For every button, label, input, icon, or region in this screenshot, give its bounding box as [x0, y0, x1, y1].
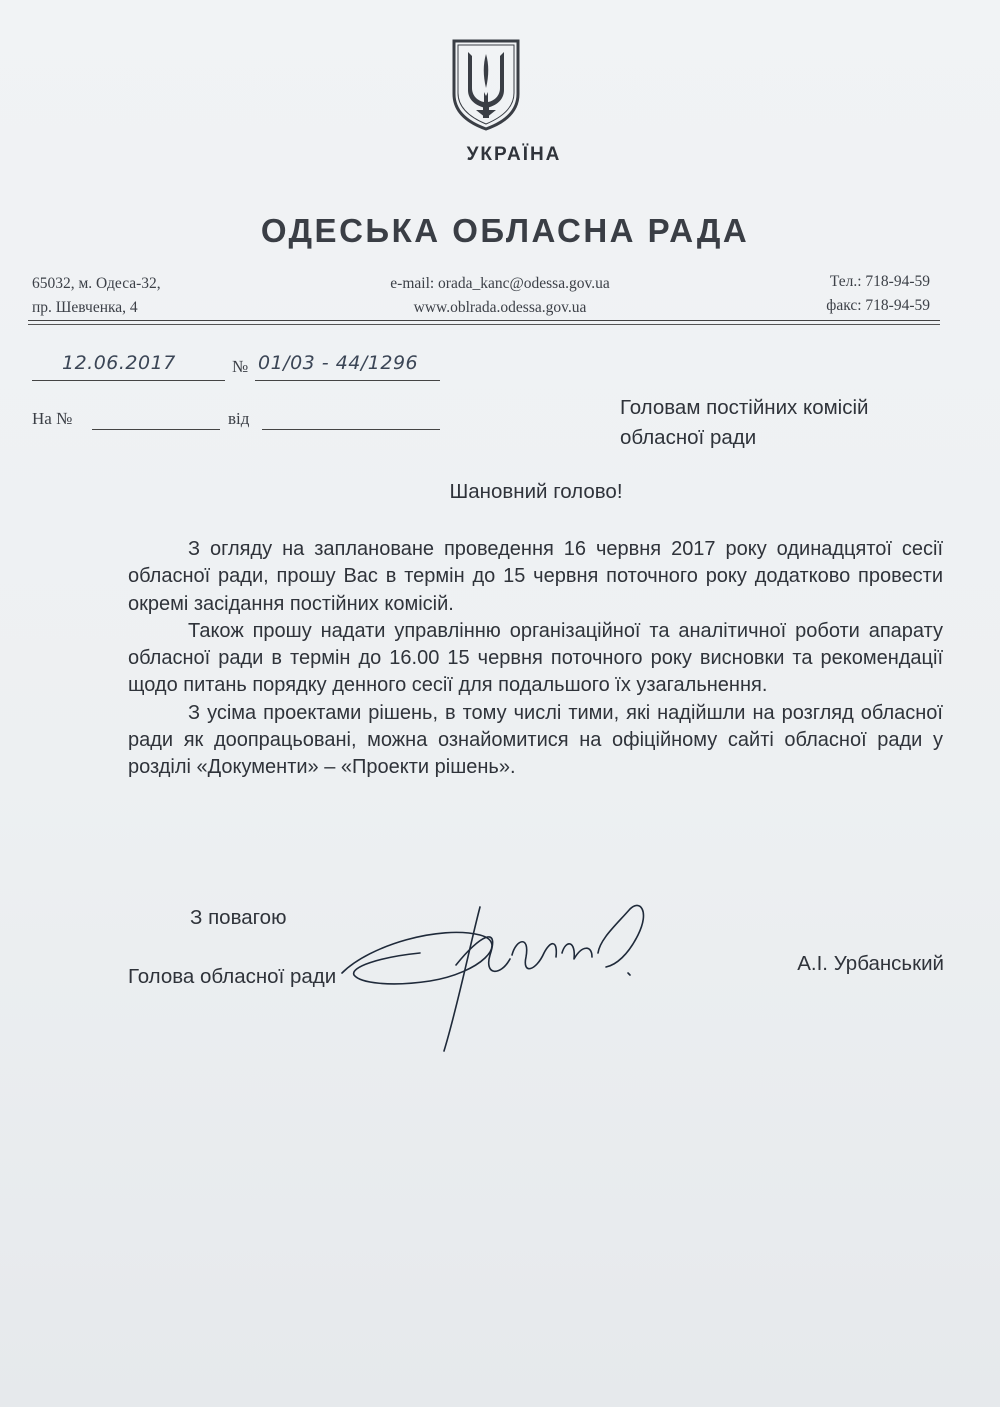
addressee-line-2: обласної ради — [620, 426, 757, 449]
phone-text: Тел.: 718-94-59 — [829, 273, 930, 290]
reply-label: На № — [32, 409, 73, 428]
body-paragraph-3: З усіма проектами рішень, в тому числі тими, які надійшли на розгляд обласної ради як доопрацьовані, можна ознайомитися на офіційному сайті обласної ради у розділі «Документи» – «Проекти рішень». — [128, 701, 943, 779]
handwritten-signature — [330, 895, 670, 1065]
website-text: www.oblrada.odessa.gov.ua — [413, 299, 587, 316]
addressee-block — [620, 393, 869, 453]
address-line-2: пр. Шевченка, 4 — [32, 299, 138, 316]
country-name: УКРАЇНА — [466, 144, 562, 165]
from-label: від — [228, 409, 250, 428]
salutation: Шановний голово! — [449, 480, 623, 503]
date-underline — [32, 380, 225, 381]
address-line-1: 65032, м. Одеса-32, — [32, 275, 161, 292]
email-text: e-mail: orada_kanc@odessa.gov.ua — [390, 275, 610, 292]
fax-text: факс: 718-94-59 — [826, 297, 930, 314]
body-paragraph-1: З огляду на заплановане проведення 16 червня 2017 року одинадцятої сесії обласної ради, прошу Вас в термін до 15 червня поточного року додатково провести окремі засідання постійних комісій. — [128, 538, 943, 615]
reply-date-underline — [262, 429, 440, 430]
reply-number-underline — [92, 429, 220, 430]
header-divider-thin — [28, 324, 940, 325]
number-underline — [255, 380, 440, 381]
addressee-line-1: Головам постійних комісій — [620, 396, 869, 419]
body-paragraph-2: Також прошу надати управлінню організаційної та аналітичної роботи апарату обласної ради в термін до 16.00 15 червня поточного року висновки та рекомендації щодо питань порядку денного сесії для подальшого їх узагальнення. — [128, 619, 943, 697]
number-label: № — [232, 357, 249, 376]
letter-body — [128, 536, 943, 782]
address-block — [32, 272, 161, 320]
header-divider — [28, 320, 940, 321]
registration-number: 01/03 - 44/1296 — [258, 352, 419, 374]
signer-position: Голова обласної ради — [128, 965, 337, 988]
signer-name: А.І. Урбанський — [797, 952, 944, 975]
organization-name: ОДЕСЬКА ОБЛАСНА РАДА — [260, 212, 750, 249]
phone-block — [826, 270, 930, 318]
closing-phrase: З повагою — [190, 906, 287, 929]
registration-date: 12.06.2017 — [62, 352, 176, 374]
coat-of-arms-trident-icon — [450, 38, 522, 132]
contact-block — [300, 272, 700, 320]
